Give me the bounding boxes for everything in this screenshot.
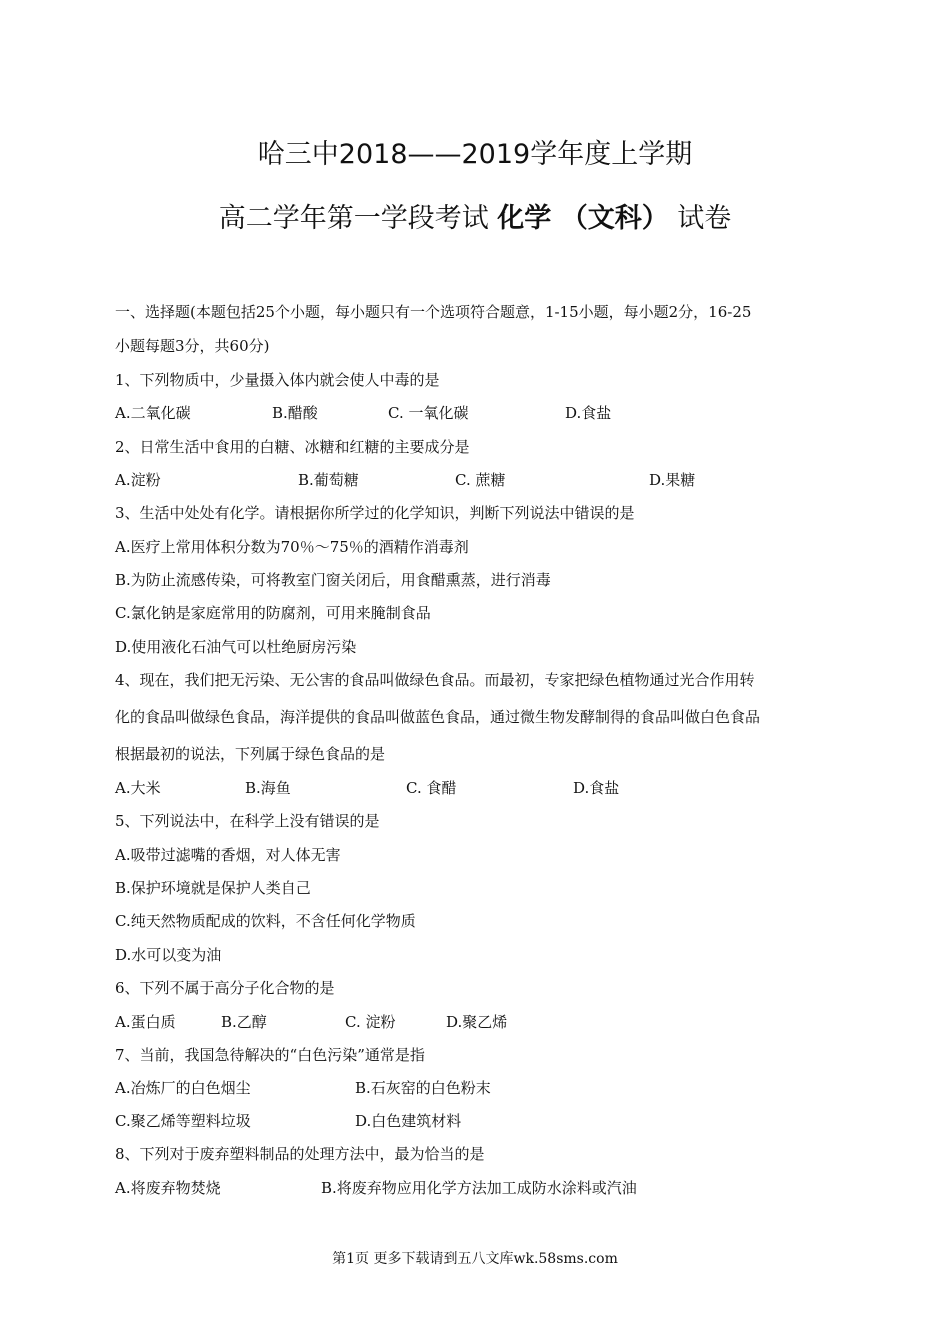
q5-option-c: C.纯天然物质配成的饮料，不含任何化学物质	[115, 912, 416, 930]
q7-option-a: A.冶炼厂的白色烟尘	[115, 1079, 251, 1097]
q4-option-d: D.食盐	[573, 779, 620, 797]
q1-option-d: D.食盐	[565, 404, 612, 422]
q5-option-a: A.吸带过滤嘴的香烟，对人体无害	[115, 846, 341, 864]
exam-title-line2	[0, 196, 950, 235]
q6-option-b: B.乙醇	[221, 1013, 267, 1031]
q3-option-c: C.氯化钠是家庭常用的防腐剂，可用来腌制食品	[115, 604, 431, 622]
section-instructions-line1: 一、选择题(本题包括25个小题，每小题只有一个选项符合题意，1-15小题，每小题2分，16-25	[115, 303, 752, 321]
question-5-stem: 5、下列说法中，在科学上没有错误的是	[115, 812, 380, 830]
title-prefix: 高二学年第一学段考试	[218, 203, 498, 234]
q8-option-b: B.将废弃物应用化学方法加工成防水涂料或汽油	[321, 1179, 637, 1197]
q3-option-d: D.使用液化石油气可以杜绝厨房污染	[115, 638, 357, 656]
question-1-stem: 1、下列物质中，少量摄入体内就会使人中毒的是	[115, 371, 440, 389]
q6-option-a: A.蛋白质	[115, 1013, 176, 1031]
question-7-stem: 7、当前，我国急待解决的“白色污染”通常是指	[115, 1046, 425, 1064]
q6-option-c: C. 淀粉	[345, 1013, 396, 1031]
q8-option-a: A.将废弃物焚烧	[115, 1179, 221, 1197]
q2-option-b: B.葡萄糖	[298, 471, 359, 489]
q2-option-a: A.淀粉	[115, 471, 161, 489]
q5-option-b: B.保护环境就是保护人类自己	[115, 879, 311, 897]
question-4-stem-line3: 根据最初的说法，下列属于绿色食品的是	[115, 745, 386, 763]
question-2-stem: 2、日常生活中食用的白糖、冰糖和红糖的主要成分是	[115, 438, 470, 456]
q5-option-d: D.水可以变为油	[115, 946, 222, 964]
question-6-stem: 6、下列不属于高分子化合物的是	[115, 979, 335, 997]
q1-option-b: B.醋酸	[272, 404, 318, 422]
question-3-stem: 3、生活中处处有化学。请根据你所学过的化学知识，判断下列说法中错误的是	[115, 504, 635, 522]
q6-option-d: D.聚乙烯	[446, 1013, 508, 1031]
section-instructions-line2: 小题每题3分，共60分)	[115, 337, 270, 355]
q3-option-b: B.为防止流感传染，可将教室门窗关闭后，用食醋熏蒸，进行消毒	[115, 571, 551, 589]
subject-name: 化学 （文科）	[497, 203, 669, 234]
q4-option-a: A.大米	[115, 779, 161, 797]
question-8-stem: 8、下列对于废弃塑料制品的处理方法中，最为恰当的是	[115, 1145, 485, 1163]
q4-option-b: B.海鱼	[245, 779, 291, 797]
question-4-stem-line1: 4、现在，我们把无污染、无公害的食品叫做绿色食品。而最初，专家把绿色植物通过光合作用转	[115, 671, 755, 689]
title-suffix: 试卷	[668, 203, 732, 234]
q1-option-c: C. 一氧化碳	[388, 404, 469, 422]
q3-option-a: A.医疗上常用体积分数为70％～75％的酒精作消毒剂	[115, 538, 469, 556]
page-footer: 第1页 更多下载请到五八文库wk.58sms.com	[332, 1251, 618, 1267]
q2-option-c: C. 蔗糖	[455, 471, 506, 489]
q7-option-c: C.聚乙烯等塑料垃圾	[115, 1112, 251, 1130]
q7-option-b: B.石灰窑的白色粉末	[355, 1079, 491, 1097]
q2-option-d: D.果糖	[649, 471, 696, 489]
q4-option-c: C. 食醋	[406, 779, 457, 797]
q7-option-d: D.白色建筑材料	[355, 1112, 462, 1130]
q1-option-a: A.二氧化碳	[115, 404, 191, 422]
exam-title-line1: 哈三中2018——2019学年度上学期	[257, 139, 693, 170]
question-4-stem-line2: 化的食品叫做绿色食品，海洋提供的食品叫做蓝色食品，通过微生物发酵制得的食品叫做白色食品	[115, 708, 761, 726]
